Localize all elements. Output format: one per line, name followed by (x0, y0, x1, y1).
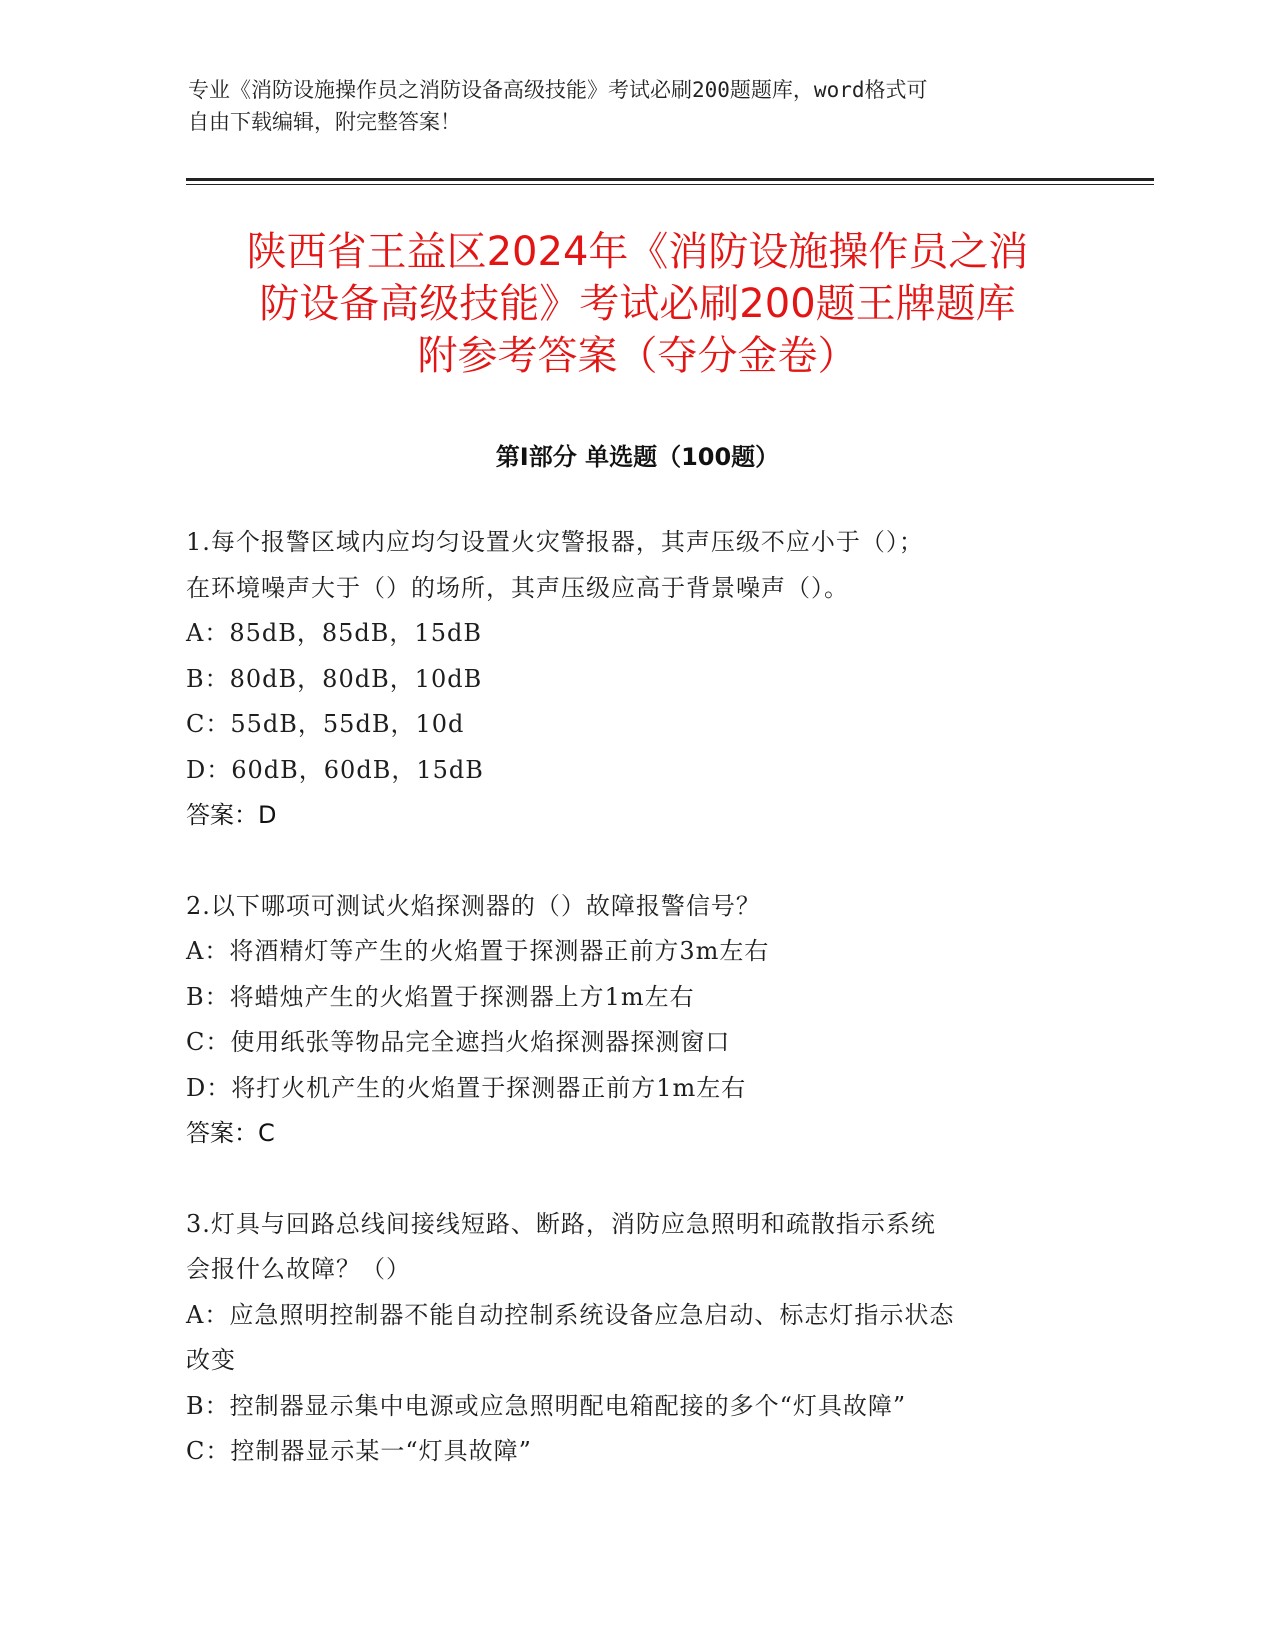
document-title-line-3: 附参考答案（夺分金卷） (417, 333, 858, 379)
option-label: C： (186, 1028, 231, 1056)
option-text: 85dB，85dB，15dB (229, 619, 482, 647)
header-note-line-2: 自由下载编辑，附完整答案！ (188, 110, 461, 134)
option-c (186, 702, 1086, 748)
question-stem-line: 1.每个报警区域内应均匀设置火灾警报器，其声压级不应小于（）； (186, 528, 924, 556)
option-label: A： (186, 1300, 230, 1329)
section-title: 第I部分 单选题（100题） (495, 443, 780, 471)
document-title-line-2: 防设备高级技能》考试必刷200题王牌题库 (259, 281, 1016, 327)
header-note (188, 74, 1088, 138)
option-label: B： (186, 982, 230, 1011)
option-text: 60dB，60dB，15dB (231, 755, 484, 784)
option-text: 80dB，80dB，10dB (229, 664, 483, 693)
option-text: 应急照明控制器不能自动控制系统设备应急启动、标志灯指示状态 (229, 1300, 955, 1329)
option-text: 控制器显示集中电源或应急照明配电箱配接的多个“灯具故障” (229, 1391, 907, 1420)
option-c (186, 1020, 1086, 1066)
question-stem-line: 会报什么故障？（） (186, 1255, 411, 1283)
option-d (186, 1066, 1086, 1112)
option-a (186, 1293, 1086, 1339)
question-3 (186, 1202, 1086, 1475)
question-list (186, 520, 1086, 1520)
answer-line: 答案：D (186, 801, 277, 829)
option-label: D： (186, 755, 232, 784)
option-text: 控制器显示某一“灯具故障” (230, 1437, 532, 1465)
question-2 (186, 884, 1086, 1157)
option-a (186, 611, 1086, 657)
option-text: 将蜡烛产生的火焰置于探测器上方1m左右 (229, 982, 695, 1011)
header-rule-thin (186, 184, 1154, 185)
option-label: B： (186, 664, 230, 693)
question-stem-line: 在环境噪声大于（）的场所，其声压级应高于背景噪声（）。 (186, 573, 849, 602)
option-text: 将酒精灯等产生的火焰置于探测器正前方3m左右 (229, 937, 770, 965)
option-text: 55dB，55dB，10d (230, 710, 465, 738)
option-c (186, 1429, 1086, 1475)
option-b (186, 1384, 1086, 1430)
option-b (186, 657, 1086, 703)
question-stem-line: 3.灯具与回路总线间接线短路、断路，消防应急照明和疏散指示系统 (186, 1209, 936, 1238)
header-rule-thick (186, 178, 1154, 181)
option-label: B： (186, 1391, 230, 1420)
option-label: C： (186, 1437, 231, 1465)
question-1 (186, 520, 1086, 839)
option-label: D： (186, 1073, 232, 1102)
option-a-continuation: 改变 (186, 1346, 236, 1374)
option-label: C： (186, 710, 231, 738)
question-stem-line: 2.以下哪项可测试火焰探测器的（）故障报警信号？ (186, 891, 761, 920)
option-a (186, 929, 1086, 975)
answer-line: 答案：C (186, 1119, 275, 1147)
header-note-line-1: 专业《消防设施操作员之消防设备高级技能》考试必刷200题题库，word格式可 (188, 78, 928, 102)
document-title-line-1: 陕西省王益区2024年《消防设施操作员之消 (246, 229, 1029, 275)
option-label: A： (186, 937, 230, 965)
option-label: A： (186, 619, 230, 647)
document-title (150, 226, 1125, 382)
option-text: 使用纸张等物品完全遮挡火焰探测器探测窗口 (230, 1028, 731, 1056)
option-b (186, 975, 1086, 1021)
option-d (186, 748, 1086, 794)
option-text: 将打火机产生的火焰置于探测器正前方1m左右 (231, 1073, 747, 1102)
